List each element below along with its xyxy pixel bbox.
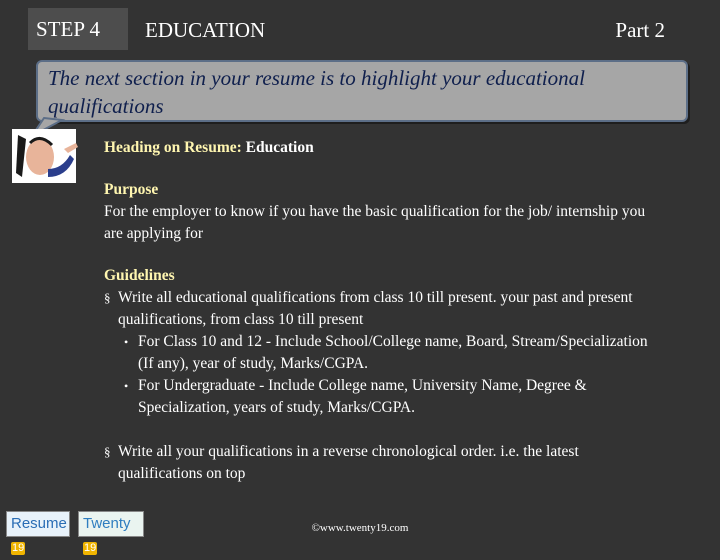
guideline-sub-2 <box>104 375 664 419</box>
resume-logo-badge: 19 <box>12 541 25 554</box>
twenty-logo-text: Twenty <box>83 515 131 532</box>
resume-heading-line <box>104 137 664 159</box>
callout-text: The next section in your resume is to highlight your educational qualifications <box>48 66 585 118</box>
twenty-logo-badge: 19 <box>84 541 97 554</box>
guideline-sub-1 <box>104 331 664 375</box>
pointing-person-icon <box>4 125 84 187</box>
sub-2-text: For Undergraduate - Include College name, University Name, Degree & Specialization, years of study, Marks/CGPA. <box>138 377 587 416</box>
resume-logo-text: Resume <box>11 515 67 532</box>
heading-label: Heading on Resume: <box>104 139 242 156</box>
step-label: STEP 4 <box>28 8 128 50</box>
guideline-bullet-2 <box>104 441 664 485</box>
sub-bullet-marker: • <box>124 335 129 349</box>
bullet-2-text: Write all your qualifications in a reverse chronological order. i.e. the latest qualifications on top <box>118 443 579 482</box>
purpose-text: For the employer to know if you have the basic qualification for the job/ internship you are applying for <box>104 203 646 242</box>
sub-bullet-marker: • <box>124 379 129 393</box>
bullet-1-text: Write all educational qualifications from class 10 till present. your past and present qualifications, from class 10 till present <box>118 289 633 328</box>
guideline-bullet-1 <box>104 287 664 331</box>
callout-tail-icon <box>0 0 720 140</box>
part-label: Part 2 <box>615 18 665 42</box>
heading-value: Education <box>245 139 314 156</box>
section-title: EDUCATION <box>145 18 266 42</box>
sub-1-text: For Class 10 and 12 - Include School/College name, Board, Stream/Specialization (If any), year of study, Marks/CGPA. <box>138 333 648 372</box>
guidelines-heading: Guidelines <box>104 267 175 284</box>
footer-copyright: ©www.twenty19.com <box>311 522 409 534</box>
content-block <box>104 137 664 485</box>
purpose-heading: Purpose <box>104 181 159 198</box>
